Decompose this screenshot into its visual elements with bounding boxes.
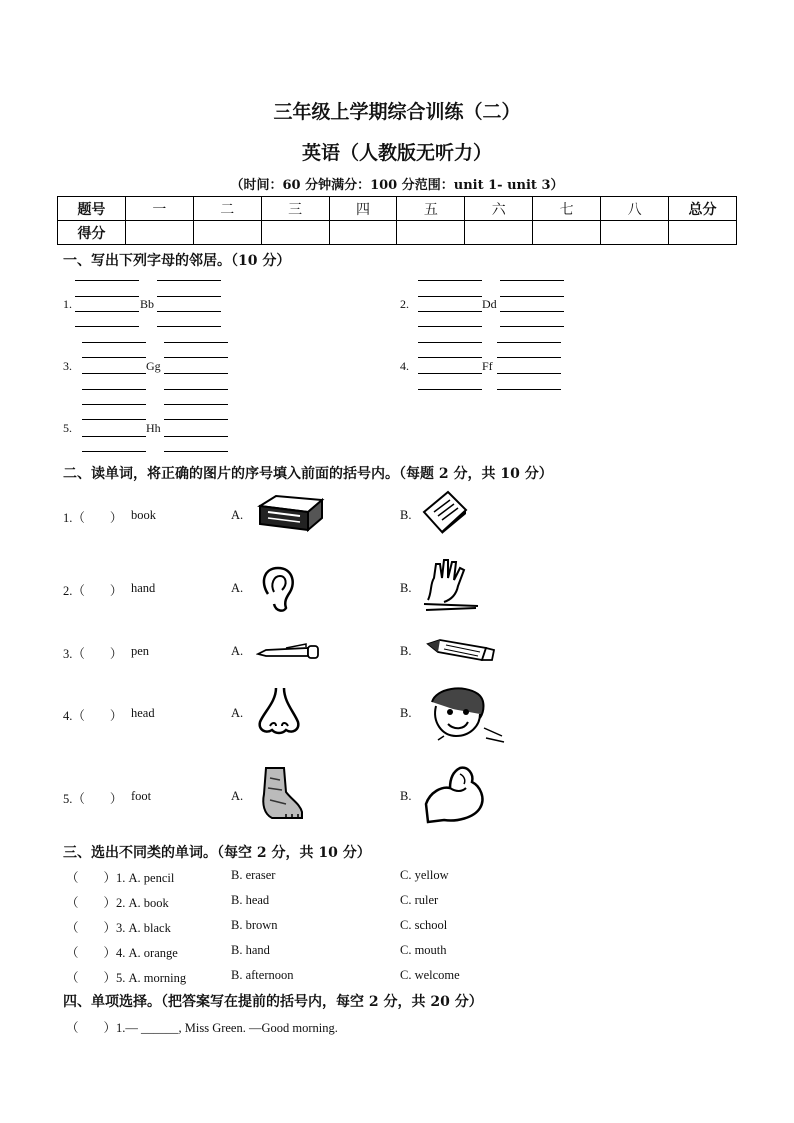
score-input-cell[interactable] [601,221,669,245]
score-input-cell[interactable] [125,221,193,245]
option-a-label: A. [231,644,244,658]
answer-blank[interactable] [497,357,561,358]
item-number: 2. [400,297,409,311]
score-cell: 得分 [58,221,126,245]
answer-blank[interactable] [75,280,139,281]
exam-info: （时间：60 分钟满分：100 分范围：unit 1- unit 3） [230,178,564,193]
notebook-picture [420,490,470,534]
score-cell: 六 [465,197,533,221]
answer-blank[interactable] [418,389,482,390]
nose-picture [254,684,304,738]
answer-blank[interactable] [157,280,221,281]
score-table-header-row [58,197,737,221]
score-cell: 总分 [669,197,737,221]
question-word: pen [131,644,150,658]
score-input-cell[interactable] [465,221,533,245]
question-word: hand [131,581,156,595]
answer-blank[interactable] [500,326,564,327]
answer-blank[interactable] [497,342,561,343]
answer-blank[interactable] [75,326,139,327]
answer-blank[interactable] [418,357,482,358]
option-a-label: A. [231,508,244,522]
answer-blank[interactable] [82,342,146,343]
answer-blank[interactable] [500,311,564,312]
pencil-picture [424,634,498,664]
question-prefix: 4.（ ） [63,709,123,723]
option-c-text: C. welcome [400,968,460,982]
question-text: （ ）5. A. morning [66,971,187,985]
score-cell: 三 [261,197,329,221]
answer-blank[interactable] [418,280,482,281]
option-b-label: B. [400,508,412,522]
question-text: （ ）2. A. book [66,896,169,910]
letter-label: Hh [146,421,161,435]
answer-blank[interactable] [164,451,228,452]
question-word: book [131,508,156,522]
item-number: 4. [400,359,409,373]
pencil-case-picture [256,492,326,536]
option-a-label: A. [231,789,244,803]
question-text: （ ）1.— ______, Miss Green. —Good morning. [66,1021,338,1035]
answer-blank[interactable] [418,311,482,312]
score-input-cell[interactable] [193,221,261,245]
letter-label: Bb [140,297,155,311]
score-input-cell[interactable] [329,221,397,245]
section-1-title: 一、写出下列字母的邻居。（10 分） [63,253,291,269]
question-prefix: 1.（ ） [63,511,123,525]
answer-blank[interactable] [82,436,146,437]
score-cell: 五 [397,197,465,221]
option-b-text: B. hand [231,943,270,957]
ear-picture [258,564,298,614]
hand-picture [420,556,482,614]
score-table [57,196,737,245]
option-b-label: B. [400,644,412,658]
answer-blank[interactable] [418,326,482,327]
pen-picture [256,640,320,662]
answer-blank[interactable] [164,342,228,343]
answer-blank[interactable] [418,296,482,297]
letter-label: Ff [482,359,493,373]
section-3-title: 三、选出不同类的单词。（每空 2 分，共 10 分） [63,845,371,861]
item-number: 1. [63,297,72,311]
answer-blank[interactable] [75,296,139,297]
score-table-score-row [58,221,737,245]
option-a-label: A. [231,581,244,595]
foot-picture [256,764,306,822]
option-b-text: B. brown [231,918,278,932]
answer-blank[interactable] [75,311,139,312]
answer-blank[interactable] [497,389,561,390]
question-word: foot [131,789,152,803]
answer-blank[interactable] [164,389,228,390]
score-input-cell[interactable] [261,221,329,245]
answer-blank[interactable] [497,373,561,374]
answer-blank[interactable] [82,373,146,374]
answer-blank[interactable] [500,280,564,281]
question-word: head [131,706,155,720]
page-subtitle: 英语（人教版无听力） [301,142,492,164]
letter-label: Gg [146,359,161,373]
answer-blank[interactable] [82,389,146,390]
answer-blank[interactable] [164,404,228,405]
option-c-text: C. yellow [400,868,449,882]
answer-blank[interactable] [164,419,228,420]
answer-blank[interactable] [82,451,146,452]
option-b-text: B. eraser [231,868,276,882]
question-prefix: 5.（ ） [63,792,123,806]
question-text: （ ）4. A. orange [66,946,178,960]
score-cell: 一 [125,197,193,221]
answer-blank[interactable] [82,357,146,358]
option-b-label: B. [400,581,412,595]
option-b-label: B. [400,789,412,803]
question-prefix: 3.（ ） [63,647,123,661]
option-c-text: C. ruler [400,893,439,907]
answer-blank[interactable] [157,311,221,312]
section-4-title: 四、单项选择。（把答案写在提前的括号内，每空 2 分，共 20 分） [63,994,483,1010]
answer-blank[interactable] [164,373,228,374]
question-text: （ ）3. A. black [66,921,171,935]
answer-blank[interactable] [418,373,482,374]
score-input-cell[interactable] [397,221,465,245]
answer-blank[interactable] [82,404,146,405]
question-prefix: 2.（ ） [63,584,123,598]
score-cell: 题号 [58,197,126,221]
answer-blank[interactable] [164,436,228,437]
answer-blank[interactable] [82,419,146,420]
section-2-title: 二、读单词，将正确的图片的序号填入前面的括号内。（每题 2 分，共 10 分） [63,466,553,482]
option-b-label: B. [400,706,412,720]
option-b-text: B. afternoon [231,968,294,982]
answer-blank[interactable] [157,326,221,327]
answer-blank[interactable] [164,357,228,358]
score-cell: 八 [601,197,669,221]
option-b-text: B. head [231,893,270,907]
score-input-cell[interactable] [533,221,601,245]
arm-muscle-picture [420,764,490,826]
score-input-cell[interactable] [669,221,737,245]
answer-blank[interactable] [418,342,482,343]
question-text: （ ）1. A. pencil [66,871,175,885]
boy-head-picture [424,682,508,746]
item-number: 5. [63,421,72,435]
option-a-label: A. [231,706,244,720]
answer-blank[interactable] [500,296,564,297]
answer-blank[interactable] [157,296,221,297]
page-title: 三年级上学期综合训练（二） [273,101,521,123]
score-cell: 四 [329,197,397,221]
option-c-text: C. school [400,918,448,932]
score-cell: 二 [193,197,261,221]
score-cell: 七 [533,197,601,221]
letter-label: Dd [482,297,497,311]
item-number: 3. [63,359,72,373]
option-c-text: C. mouth [400,943,447,957]
